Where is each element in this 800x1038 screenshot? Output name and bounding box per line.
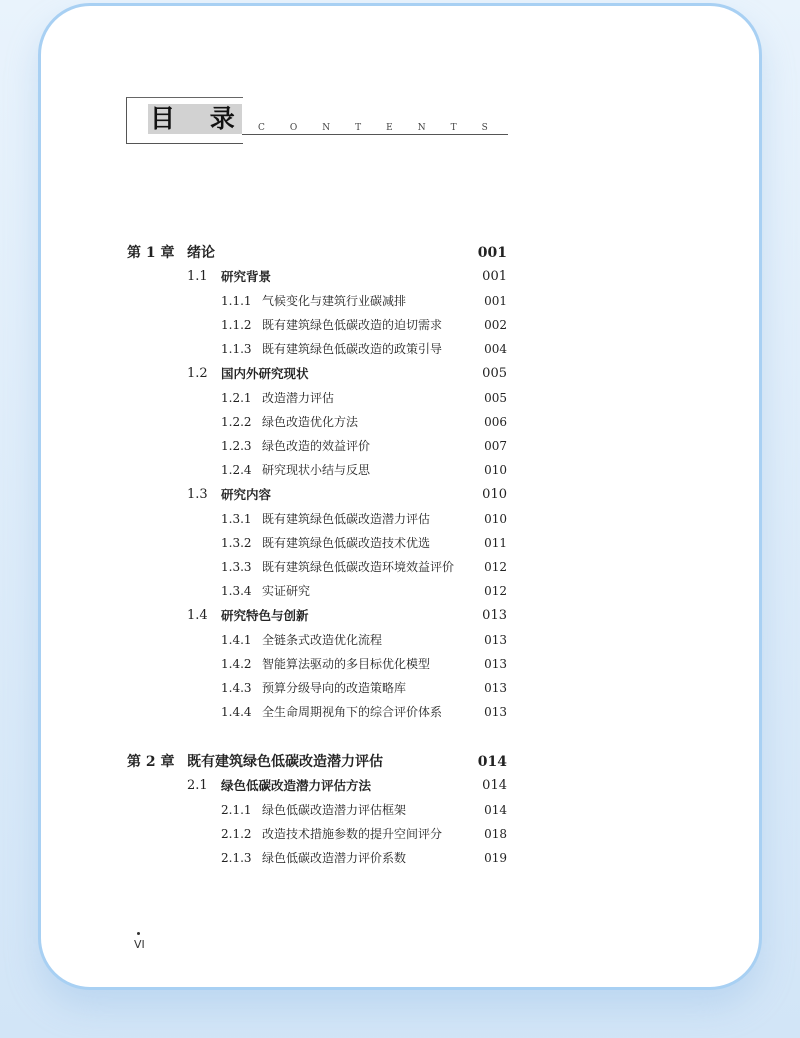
toc-entry-number: 2.1.2: [221, 827, 252, 841]
toc-entry-sub[interactable]: [221, 459, 507, 481]
toc-entry-page-number: 004: [484, 342, 507, 356]
toc-entry-sub[interactable]: [221, 653, 507, 675]
toc-entry-page-number: 013: [482, 608, 507, 623]
toc-entry-title: 既有建筑绿色低碳改造的迫切需求: [262, 318, 443, 332]
toc-entry-number: 1.1: [187, 269, 208, 284]
toc-entry-number: 1.2.1: [221, 391, 252, 405]
toc-entry-page-number: 005: [484, 391, 507, 405]
toc-entry-page-number: 002: [484, 318, 507, 332]
toc-entry-sub[interactable]: [221, 532, 507, 554]
toc-entry-title: 改造技术措施参数的提升空间评分: [262, 827, 443, 841]
toc-entry-page-number: 012: [484, 584, 507, 598]
toc-entry-section[interactable]: [187, 484, 507, 506]
toc-entry-section[interactable]: [187, 605, 507, 627]
toc-entry-number: 1.3.1: [221, 512, 252, 526]
toc-entry-title: 国内外研究现状: [221, 366, 309, 381]
toc-entry-title: 绿色改造的效益评价: [262, 439, 371, 453]
toc-entry-title: 研究内容: [221, 487, 272, 502]
toc-entry-page-number: 012: [484, 560, 507, 574]
toc-entry-number: 2.1.3: [221, 851, 252, 865]
toc-entry-page-number: 005: [482, 366, 507, 381]
toc-entry-number: 1.4: [187, 608, 208, 623]
toc-entry-section[interactable]: [187, 363, 507, 385]
toc-entry-page-number: 010: [484, 463, 507, 477]
toc-entry-sub[interactable]: [221, 338, 507, 360]
toc-entry-number: 1.3.2: [221, 536, 252, 550]
toc-entry-title: 智能算法驱动的多目标优化模型: [262, 657, 431, 671]
toc-entry-page-number: 019: [484, 851, 507, 865]
toc-entry-number: 1.4.4: [221, 705, 252, 719]
toc-subtitle: CONTENTS: [258, 123, 513, 133]
toc-entry-sub[interactable]: [221, 387, 507, 409]
toc-entry-number: 1.2.4: [221, 463, 252, 477]
toc-entry-sub[interactable]: [221, 435, 507, 457]
toc-entry-page-number: 014: [477, 754, 507, 770]
toc-entry-number: 1.2.3: [221, 439, 252, 453]
toc-entry-title: 绿色低碳改造潜力评估框架: [262, 803, 407, 817]
toc-entry-number: 1.3: [187, 487, 208, 502]
toc-entry-page-number: 010: [482, 487, 507, 502]
toc-entry-sub[interactable]: [221, 314, 507, 336]
toc-entry-number: 1.2: [187, 366, 208, 381]
toc-entry-number: 1.3.4: [221, 584, 252, 598]
toc-entry-number: 2.1.1: [221, 803, 252, 817]
toc-entry-page-number: 011: [484, 536, 507, 550]
toc-entry-sub[interactable]: [221, 508, 507, 530]
toc-entry-page-number: 001: [484, 294, 507, 308]
toc-entry-page-number: 014: [484, 803, 507, 817]
toc-entry-number: 1.1.3: [221, 342, 252, 356]
toc-entry-title: 绿色低碳改造潜力评估方法: [221, 778, 372, 793]
toc-entry-title: 既有建筑绿色低碳改造环境效益评价: [262, 560, 455, 574]
toc-entry-page-number: 013: [484, 633, 507, 647]
toc-entry-number: 1.1.1: [221, 294, 252, 308]
page-number: VI: [134, 938, 145, 951]
toc-entry-chapter[interactable]: [127, 242, 507, 264]
toc-entry-title: 预算分级导向的改造策略库: [262, 681, 407, 695]
toc-entry-sub[interactable]: [221, 823, 507, 845]
toc-entry-title: 全链条式改造优化流程: [262, 633, 383, 647]
toc-entry-sub[interactable]: [221, 290, 507, 312]
toc-entry-sub[interactable]: [221, 847, 507, 869]
toc-entry-page-number: 001: [477, 245, 507, 261]
toc-entry-number: 1.1.2: [221, 318, 252, 332]
toc-entry-sub[interactable]: [221, 580, 507, 602]
toc-entry-page-number: 013: [484, 705, 507, 719]
toc-entry-title: 既有建筑绿色低碳改造潜力评估: [187, 754, 383, 770]
toc-entry-page-number: 013: [484, 657, 507, 671]
toc-entry-section[interactable]: [187, 266, 507, 288]
toc-entry-page-number: 018: [484, 827, 507, 841]
toc-entry-page-number: 001: [482, 269, 507, 284]
toc-entry-title: 研究现状小结与反思: [262, 463, 371, 477]
toc-entry-title: 实证研究: [262, 584, 311, 598]
toc-entry-number: 1.3.3: [221, 560, 252, 574]
toc-entry-number: 1.4.1: [221, 633, 252, 647]
toc-entry-page-number: 013: [484, 681, 507, 695]
toc-entry-title: 既有建筑绿色低碳改造技术优选: [262, 536, 431, 550]
toc-entry-title: 气候变化与建筑行业碳减排: [262, 294, 407, 308]
toc-entry-title: 绿色改造优化方法: [262, 415, 359, 429]
toc-entry-sub[interactable]: [221, 677, 507, 699]
toc-header-rule: [242, 134, 508, 135]
toc-entry-page-number: 007: [484, 439, 507, 453]
toc-entry-page-number: 014: [482, 778, 507, 793]
toc-entry-number: 1.2.2: [221, 415, 252, 429]
toc-entry-section[interactable]: [187, 775, 507, 797]
toc-entry-title: 绪论: [187, 245, 215, 261]
toc-entry-sub[interactable]: [221, 701, 507, 723]
toc-entry-title: 研究背景: [221, 269, 272, 284]
toc-entry-title: 既有建筑绿色低碳改造潜力评估: [262, 512, 431, 526]
toc-entry-title: 研究特色与创新: [221, 608, 309, 623]
toc-entry-sub[interactable]: [221, 411, 507, 433]
toc-entry-sub[interactable]: [221, 556, 507, 578]
toc-entry-page-number: 010: [484, 512, 507, 526]
toc-entry-title: 既有建筑绿色低碳改造的政策引导: [262, 342, 443, 356]
toc-entry-title: 绿色低碳改造潜力评价系数: [262, 851, 407, 865]
toc-entry-title: 全生命周期视角下的综合评价体系: [262, 705, 443, 719]
toc-entry-page-number: 006: [484, 415, 507, 429]
toc-entry-number: 第 1 章: [127, 245, 175, 261]
folio-dot-icon: [137, 932, 140, 935]
toc-entry-chapter[interactable]: [127, 751, 507, 773]
toc-entry-number: 2.1: [187, 778, 208, 793]
toc-entry-title: 改造潜力评估: [262, 391, 335, 405]
toc-title: 目 录: [150, 104, 248, 133]
toc-entry-number: 1.4.3: [221, 681, 252, 695]
toc-entry-sub[interactable]: [221, 629, 507, 651]
toc-entry-sub[interactable]: [221, 799, 507, 821]
toc-entry-number: 1.4.2: [221, 657, 252, 671]
toc-entry-number: 第 2 章: [127, 754, 175, 770]
